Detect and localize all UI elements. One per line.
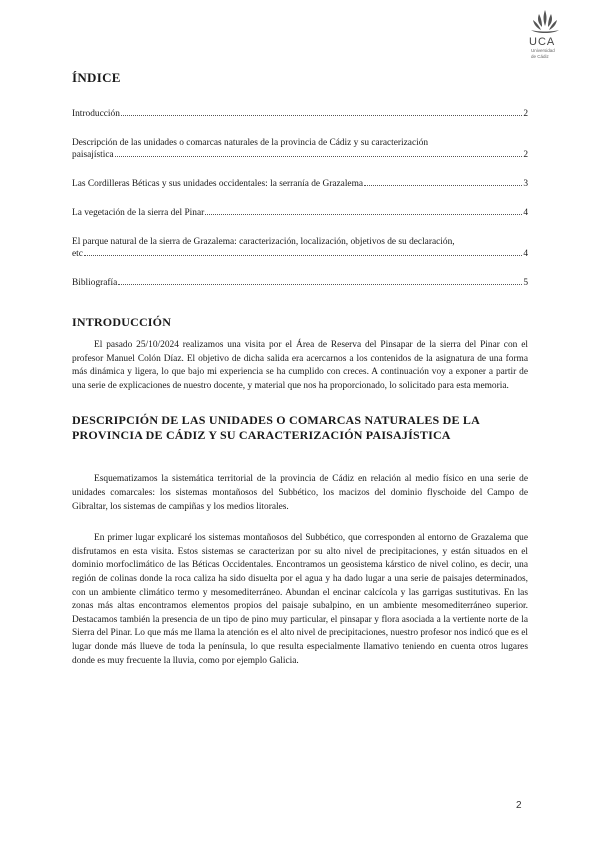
toc-entry-title: Descripción de las unidades o comarcas naturales de la provincia de Cádiz y su caracterización xyxy=(72,138,429,148)
toc-entry-page: 2 xyxy=(523,150,528,160)
toc-entry-title: El parque natural de la sierra de Grazalema: caracterización, localización, objetivos de su declaración, xyxy=(72,237,455,247)
index-title: ÍNDICE xyxy=(72,70,121,85)
section-paragraph-1: Esquematizamos la sistemática territorial de la provincia de Cádiz en relación al medio físico en una serie de unidades comarcales: los sistemas montañosos del Subbético, los macizos del dominio flyschoide del Campo de Gibraltar, los sistemas de campiñas y los medios litorales. xyxy=(72,474,528,512)
toc-entry-title: Bibliografía xyxy=(72,278,118,288)
intro-heading: INTRODUCCIÓN xyxy=(72,315,172,329)
logo-subtitle-1: Universidad xyxy=(531,48,555,53)
toc-entry-page: 4 xyxy=(523,208,528,218)
intro-paragraph: El pasado 25/10/2024 realizamos una visita por el Área de Reserva del Pinsapar de la sierra del Pinar con el profesor Manuel Colón Díaz. El objetivo de dicha salida era acercarnos a los contenidos de la asignatura de una forma más dinámica y ligera, lo que bajo mi experiencia se ha cumplido con creces. A continuación voy a exponer a partir de una serie de explicaciones de nuestro docente, y material que nos ha proporcionado, lo solicitado para esta memoria. xyxy=(72,340,528,391)
toc-entry[interactable] xyxy=(72,137,528,161)
toc-entry[interactable] xyxy=(72,277,528,289)
toc-entry-page: 3 xyxy=(523,179,528,189)
toc-entry[interactable] xyxy=(72,178,528,190)
document-body xyxy=(72,70,528,668)
toc-entry-title-cont: paisajística xyxy=(72,150,114,160)
toc-entry[interactable] xyxy=(72,108,528,120)
toc-entry-page: 4 xyxy=(523,249,528,259)
toc-entry-page: 2 xyxy=(523,109,528,119)
toc-entry-title: Introducción xyxy=(72,109,120,119)
toc-entry-page: 5 xyxy=(523,278,528,288)
logo-text: UCA xyxy=(529,36,556,48)
toc-entry[interactable] xyxy=(72,207,528,219)
uca-emblem-icon xyxy=(527,6,563,38)
table-of-contents xyxy=(72,108,528,289)
page-number: 2 xyxy=(516,800,522,811)
section-paragraph-2: En primer lugar explicaré los sistemas montañosos del Subbético, que corresponden al entorno de Grazalema que disfrutamos en esta visita. Estos sistemas se caracterizan por su alto nivel de precipitaciones, y están situados en el dominio morfoclimático de las Béticas Occidentales. Encontramos un geosistema kárstico de nivel colino, es decir, una región de colinas donde la roca caliza ha sido disuelta por el agua y ha dado lugar a una serie de paisajes determinados, con un ambiente climático termo y mesomediterráneo. Abundan el encinar calcícola y las garrigas sustitutivas. En las zonas más altas encontramos elementos propios del paisaje subalpino, en un ambiente mesomediterráneo superior. Destacamos también la presencia de un tipo de pino muy particular, el pinsapar y flora asociada a la vertiente norte de la Sierra del Pinar. Lo que más me llama la atención es el alto nivel de precipitaciones, nuestro profesor nos indicó que es el lugar donde más llueve de toda la península, lo que resulta especialmente llamativo teniendo en cuenta otros lugares donde es muy frecuente la lluvia, como por ejemplo Galicia. xyxy=(72,533,528,666)
toc-entry-title-cont: etc xyxy=(72,249,83,259)
logo-subtitle-2: de Cádiz xyxy=(531,54,549,59)
toc-entry-title: La vegetación de la sierra del Pinar xyxy=(72,208,205,218)
university-logo xyxy=(527,6,567,66)
toc-entry-title: Las Cordilleras Béticas y sus unidades occidentales: la serranía de Grazalema xyxy=(72,179,364,189)
section-heading: DESCRIPCIÓN DE LAS UNIDADES O COMARCAS NATURALES DE LA PROVINCIA DE CÁDIZ Y SU CARACTERIZACIÓN PAISAJÍSTICA xyxy=(72,413,480,443)
toc-entry[interactable] xyxy=(72,236,528,260)
